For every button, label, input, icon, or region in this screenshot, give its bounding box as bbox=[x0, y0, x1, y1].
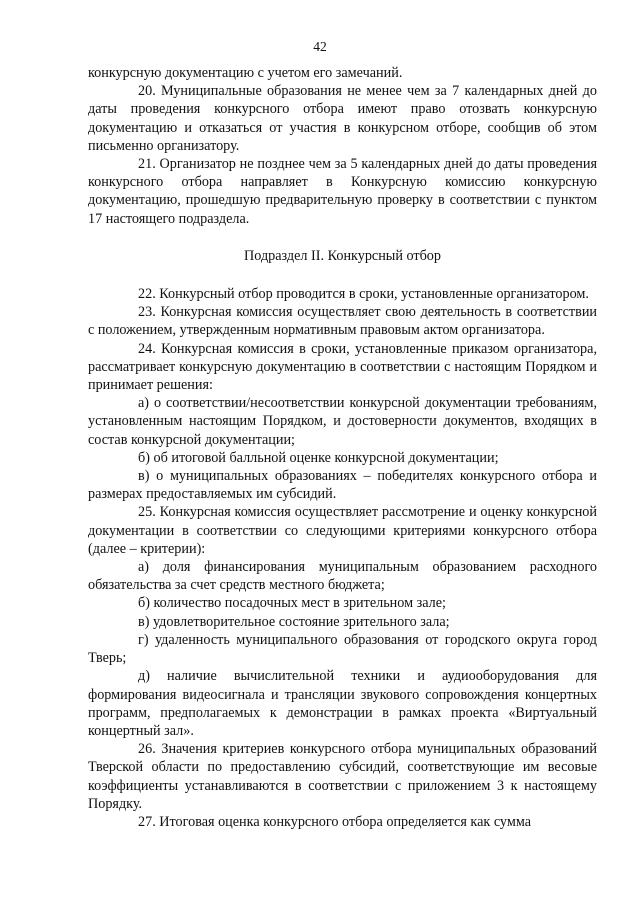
paragraph-21: 21. Организатор не позднее чем за 5 календарных дней до даты проведения конкурсного отбора направляет в Конкурсную комиссию конкурсную документацию, прошедшую предварительную проверку в соответствии с пунктом 17 настоящего подраздела. bbox=[88, 156, 597, 227]
paragraph-24-b: б) об итоговой балльной оценке конкурсной документации; bbox=[138, 449, 499, 466]
paragraph-20: 20. Муниципальные образования не менее чем за 7 календарных дней до даты проведения конкурсного отбора имеют право отозвать конкурсную документацию и отказаться от участия в конкурсном отборе, сообщив об этом письменно организатору. bbox=[88, 83, 597, 154]
paragraph-23: 23. Конкурсная комиссия осуществляет свою деятельность в соответствии с положением, утвержденным нормативным правовым актом организатора. bbox=[88, 304, 597, 339]
paragraph-25-a: а) доля финансирования муниципальным образованием расходного обязательства за счет средств местного бюджета; bbox=[88, 559, 597, 594]
paragraph-25: 25. Конкурсная комиссия осуществляет рассмотрение и оценку конкурсной документации в соответствии со следующими критериями конкурсного отбора (далее – критерии): bbox=[88, 504, 597, 557]
paragraph-25-b: б) количество посадочных мест в зрительном зале; bbox=[138, 595, 446, 612]
paragraph-25-e: д) наличие вычислительной техники и аудиооборудования для формирования видеосигнала и трансляции звукового сопровождения концертных программ, предполагаемых к демонстрации в рамках проекта «Виртуальный концертный зал». bbox=[88, 668, 597, 739]
section-heading: Подраздел II. Конкурсный отбор bbox=[244, 247, 441, 264]
paragraph-25-c: в) удовлетворительное состояние зрительного зала; bbox=[138, 613, 450, 630]
paragraph-continuation: конкурсную документацию с учетом его замечаний. bbox=[88, 65, 403, 81]
paragraph-26: 26. Значения критериев конкурсного отбора муниципальных образований Тверской области по предоставлению субсидий, соответствующие им весовые коэффициенты устанавливаются в соответствии с приложением 3 к настоящему Порядку. bbox=[88, 741, 597, 812]
paragraph-24: 24. Конкурсная комиссия в сроки, установленные приказом организатора, рассматривает конкурсную документацию в соответствии с настоящим Порядком и принимает решения: bbox=[88, 340, 597, 394]
paragraph-27: 27. Итоговая оценка конкурсного отбора определяется как сумма bbox=[138, 813, 531, 830]
page-number: 42 bbox=[313, 39, 327, 54]
document-body bbox=[88, 64, 597, 831]
paragraph-24-c: в) о муниципальных образованиях – победителях конкурсного отбора и размерах предоставляемых им субсидий. bbox=[88, 468, 597, 503]
paragraph-22: 22. Конкурсный отбор проводится в сроки, установленные организатором. bbox=[138, 286, 589, 303]
paragraph-24-a: а) о соответствии/несоответствии конкурсной документации требованиям, установленным настоящим Порядком, и достоверности документов, входящих в состав конкурсной документации; bbox=[88, 395, 597, 448]
paragraph-25-d: г) удаленность муниципального образования от городского округа город Тверь; bbox=[88, 631, 597, 667]
